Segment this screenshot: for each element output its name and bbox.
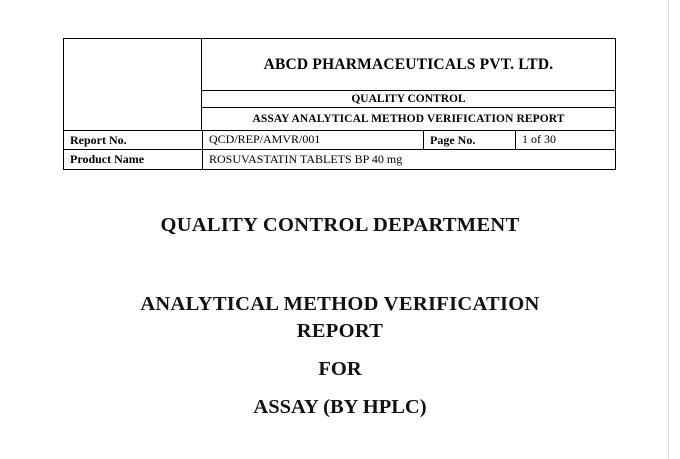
report-no-value: QCD/REP/AMVR/001	[202, 131, 423, 149]
product-name-value: ROSUVASTATIN TABLETS BP 40 mg	[202, 150, 615, 169]
report-title: ASSAY ANALYTICAL METHOD VERIFICATION REPORT	[252, 113, 565, 125]
page-no-value: 1 of 30	[515, 131, 615, 149]
report-heading-line1: ANALYTICAL METHOD VERIFICATION	[140, 293, 540, 315]
report-no-label: Report No.	[70, 132, 127, 147]
logo-cell	[64, 39, 202, 130]
company-name: ABCD PHARMACEUTICALS PVT. LTD.	[202, 39, 615, 91]
department-name: QUALITY CONTROL	[202, 91, 615, 108]
report-number-row	[64, 130, 615, 150]
department-heading: QUALITY CONTROL DEPARTMENT	[160, 214, 520, 236]
test-heading: ASSAY (BY HPLC)	[253, 396, 427, 418]
for-label: FOR	[318, 358, 362, 380]
product-name-label: Product Name	[70, 152, 145, 166]
report-heading-line2: REPORT	[296, 320, 384, 342]
page-no-label: Page No.	[423, 131, 515, 149]
report-heading	[0, 291, 680, 345]
document-header-table	[63, 38, 616, 170]
product-name-row	[64, 150, 615, 169]
